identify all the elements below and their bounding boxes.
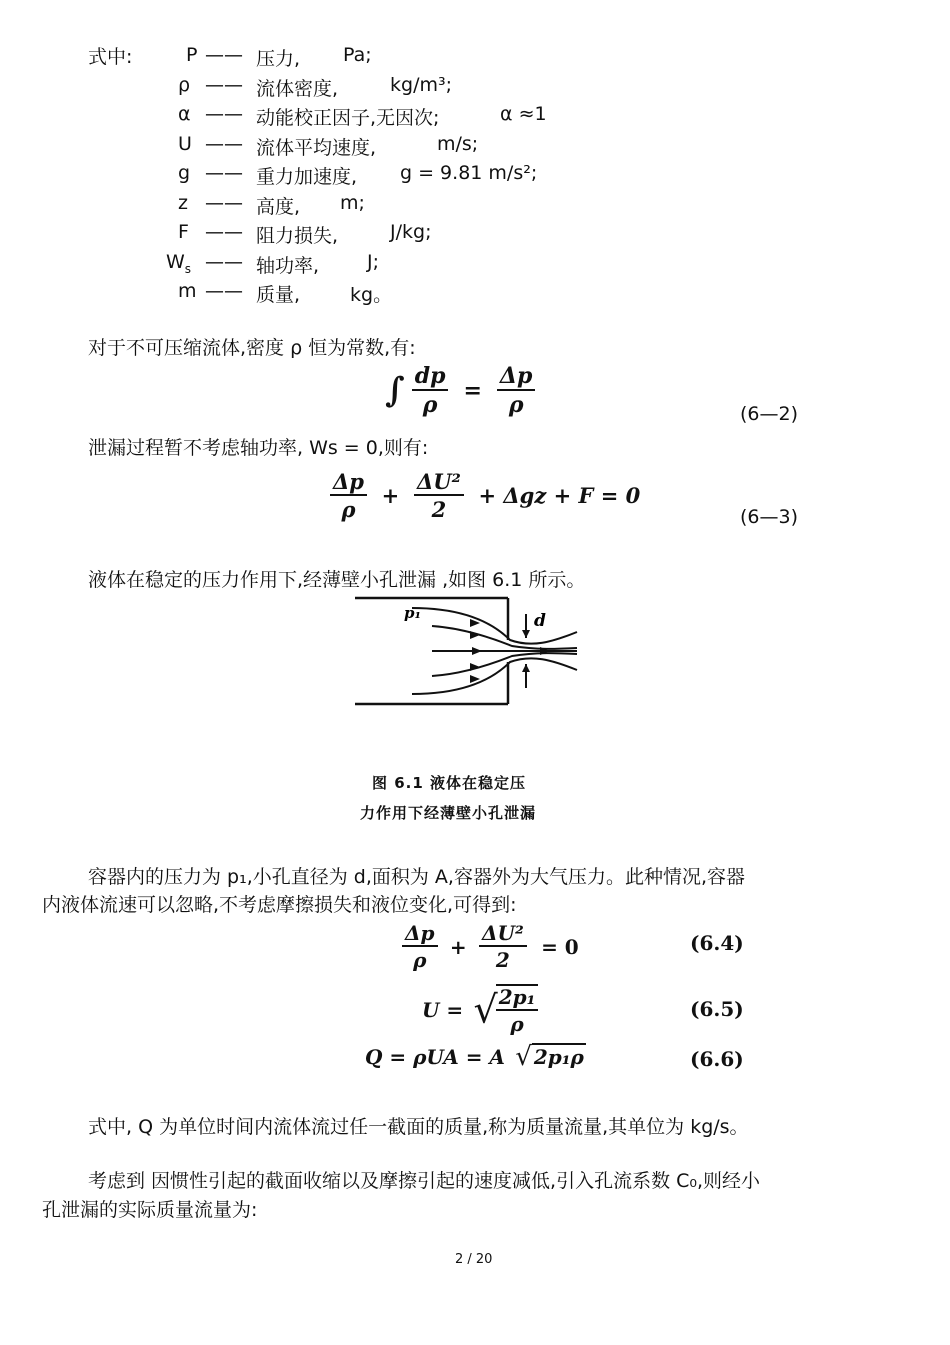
fraction-delta-p-rho [497,364,535,417]
fraction-delta-p-rho [330,470,367,521]
equation-text: Q = ρUA = A [365,1045,505,1069]
fraction-delta-u2-2 [414,470,464,521]
definition-symbol: α [178,103,191,125]
integral-sign: ∫ [385,370,405,411]
paragraph-leak: 泄漏过程暂不考虑轴功率, Ws = 0,则有: [88,437,429,459]
equation-6-6 [365,1042,586,1072]
equation-label-6-3: (6—3) [740,506,799,528]
definition-unit: J; [367,250,380,273]
numerator: ΔU² [414,470,464,496]
equation-label-6-2: (6—2) [740,403,799,425]
denominator: ρ [422,392,438,419]
definition-description: 流体密度, [256,77,339,100]
numerator: Δp [497,364,535,391]
definition-description: 高度, [256,195,301,218]
equation-label-6-4: (6.4) [690,931,744,955]
sqrt-icon: √ [515,1042,532,1072]
definition-unit: kg。 [350,284,393,306]
definition-unit: Pa; [343,44,372,66]
definition-unit: g = 9.81 m/s²; [400,162,538,184]
numerator: Δp [330,470,367,496]
figure-6-1-diagram [352,592,592,710]
definition-dash: —— [205,103,243,125]
paragraph-mass-flow: 式中, Q 为单位时间内流体流过任一截面的质量,称为质量流量,其单位为 kg/s。 [88,1116,749,1138]
equation-remainder: + Δgz + F = 0 [478,483,641,509]
fraction-2p1-rho [496,986,539,1035]
page-number: 2 / 20 [455,1252,493,1267]
definition-description: 轴功率, [256,254,320,277]
equation-label-6-6: (6.6) [690,1047,744,1071]
label-p1: p₁ [404,604,422,622]
definition-description: 动能校正因子,无因次; [256,107,440,129]
equals-sign: = [463,377,482,404]
definition-symbol: P [186,44,198,66]
plus-sign: + [449,934,467,959]
denominator: ρ [341,497,356,523]
definition-dash: —— [205,191,243,214]
numerator: Δp [402,922,438,947]
fraction-delta-p-rho [402,922,438,971]
definition-unit: α ≈1 [500,103,547,125]
fraction-delta-u2-2 [479,922,527,971]
definition-unit: m; [340,191,365,214]
definition-symbol: g [178,162,191,184]
paragraph-container-line-2: 内液体流速可以忽略,不考虑摩擦损失和液位变化,可得到: [42,894,517,916]
label-d: d [534,611,546,631]
denominator: ρ [510,1012,524,1036]
numerator: ΔU² [479,922,527,947]
definition-dash: —— [205,250,243,273]
definition-symbol: U [178,132,192,155]
denominator: 2 [495,948,510,972]
definition-unit: J/kg; [390,221,432,243]
sqrt-icon: √ [473,987,498,1032]
definition-symbol: ρ [178,73,191,96]
paragraph-orifice-coefficient-line-1: 考虑到 因惯性引起的截面收缩以及摩擦引起的速度减低,引入孔流系数 C₀,则经小 [88,1170,761,1192]
definition-symbol: $W_s$ [166,250,192,276]
figure-caption-line-1: 图 6.1 液体在稳定压 [372,774,527,792]
definition-dash: —— [205,44,243,66]
equation-6-5 [422,984,538,1035]
definition-unit: m/s; [437,132,479,155]
numerator: 2p₁ [496,986,539,1011]
definition-dash: —— [205,132,243,155]
paragraph-orifice-coefficient-line-2: 孔泄漏的实际质量流量为: [42,1199,258,1221]
root-argument: 2p₁ρ [533,1045,584,1069]
definition-dash: —— [205,280,243,302]
equation-6-4 [402,922,579,971]
numerator: dp [412,364,449,391]
denominator: 2 [431,497,447,523]
fraction-dp-rho [412,364,449,417]
plus-sign: + [381,483,400,509]
definition-description: 流体平均速度, [256,136,377,159]
paragraph-incompressible: 对于不可压缩流体,密度 ρ 恒为常数,有: [88,337,416,359]
equation-label-6-5: (6.5) [690,997,744,1021]
definition-description: 重力加速度, [256,166,358,188]
definition-description: 压力, [256,48,301,70]
equation-lhs: U = [422,997,464,1022]
equation-6-3 [330,470,640,521]
denominator: ρ [413,948,427,972]
definition-symbol: z [178,191,188,214]
definition-dash: —— [205,73,243,96]
definition-symbol: F [178,221,189,243]
definition-unit: kg/m³; [390,73,452,96]
equation-remainder: = 0 [541,934,579,959]
definition-symbol: m [178,280,197,302]
definition-description: 质量, [256,284,301,306]
definitions-intro: 式中: [88,46,133,68]
definition-dash: —— [205,221,243,243]
figure-caption-line-2: 力作用下经薄壁小孔泄漏 [360,804,537,822]
definition-description: 阻力损失, [256,225,339,247]
definition-dash: —— [205,162,243,184]
paragraph-container-line-1: 容器内的压力为 p₁,小孔直径为 d,面积为 A,容器外为大气压力。此种情况,容器 [88,866,746,888]
equation-6-2 [385,364,535,417]
paragraph-figure-reference: 液体在稳定的压力作用下,经薄壁小孔泄漏 ,如图 6.1 所示。 [88,569,586,591]
denominator: ρ [508,392,524,419]
